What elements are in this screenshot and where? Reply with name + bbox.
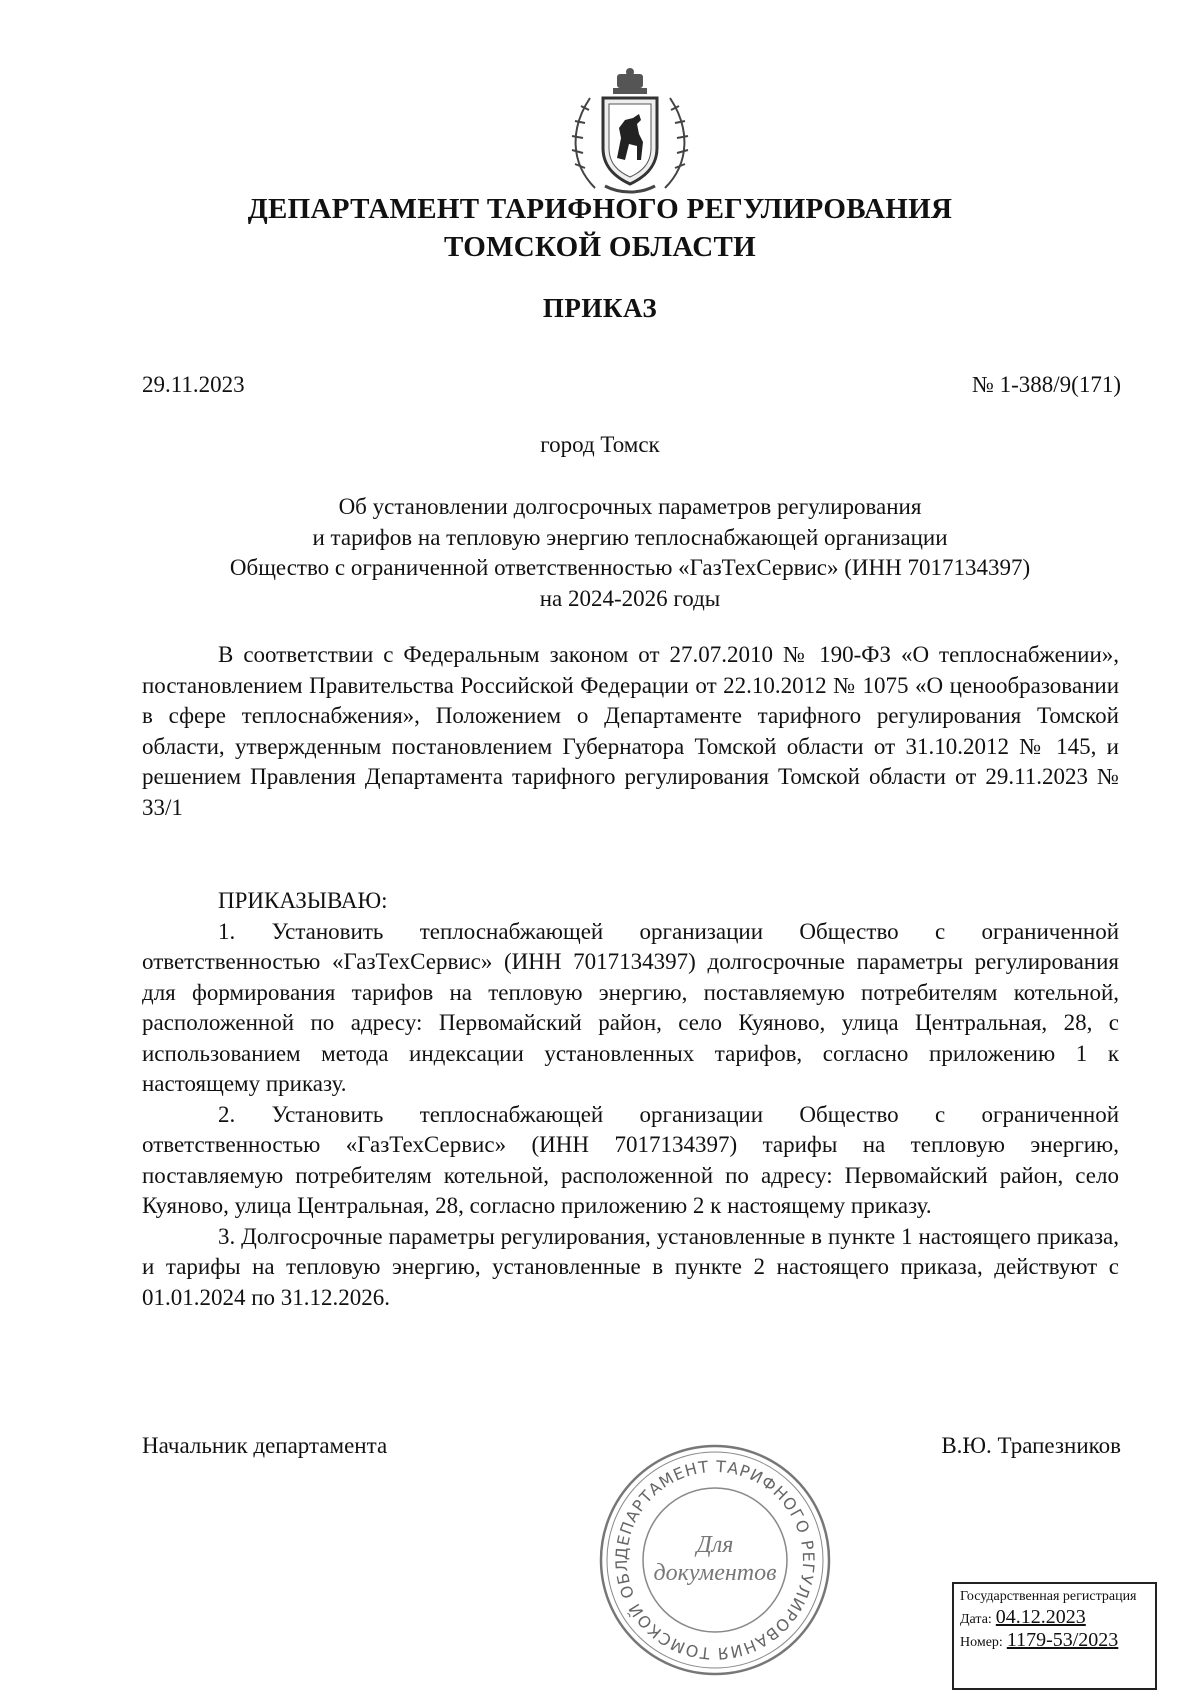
registration-number-row — [960, 1630, 1149, 1653]
signatory-position: Начальник департамента — [142, 1433, 388, 1458]
signatory-name: В.Ю. Трапезников — [941, 1433, 1121, 1458]
order-clause-3: 3. Долгосрочные параметры регулирования, установленные в пункте 1 настоящего приказа, и тарифы на тепловую энергию, установленные в пункте 2 настоящего приказа, действуют с 01.01.2024 по 31.12.2026. — [142, 1223, 1119, 1310]
document-type: ПРИКАЗ — [542, 293, 658, 323]
preamble-text: В соответствии с Федеральным законом от 27.07.2010 № 190-ФЗ «О теплоснабжении», постановлением Правительства Российской Федерации от 22.10.2012 № 1075 «О ценообразовании в сфере теплоснабжения», Положением о Департаменте тарифного регулирования Томской области, утвержденным постановлением Губернатора Томской области от 31.10.2012 № 145, и решением Правления Департамента тарифного регулирования Томской области от 29.11.2023 № 33/1 — [142, 642, 1119, 820]
city: город Томск — [540, 432, 660, 457]
order-subject — [140, 492, 1120, 614]
registration-box — [952, 1582, 1157, 1690]
registration-date-value: 04.12.2023 — [995, 1606, 1086, 1628]
coat-of-arms-icon — [565, 68, 695, 200]
order-clause-2: 2. Установить теплоснабжающей организации Общество с ограниченной ответственностью «ГазТехСервис» (ИНН 7017134397) тарифы на тепловую энергию, поставляемую потребителям котельной, расположенной по адресу: Первомайский район, село Куяново, улица Центральная, 28, согласно приложению 2 к настоящему приказу. — [142, 1101, 1119, 1218]
order-clauses — [142, 886, 1119, 1313]
orders-heading: ПРИКАЗЫВАЮ: — [218, 888, 388, 913]
registration-title: Государственная регистрация — [960, 1589, 1137, 1604]
stamp-ring-text: ДЕПАРТАМЕНТ ТАРИФНОГО РЕГУЛИРОВАНИЯ ТОМСКОЙ ОБЛ — [611, 1456, 819, 1664]
stamp-center-line1: Для — [696, 1532, 734, 1558]
registration-number-label: Номер: — [960, 1635, 1003, 1650]
subject-line2: и тарифов на тепловую энергию теплоснабжающей организации — [312, 524, 948, 550]
preamble — [142, 640, 1119, 823]
registration-number-value: 1179-53/2023 — [1006, 1629, 1119, 1651]
subject-line1: Об установлении долгосрочных параметров регулирования — [338, 494, 922, 519]
order-date: 29.11.2023 — [142, 372, 245, 397]
subject-line4: на 2024-2026 годы — [539, 585, 721, 611]
stamp-center-line2: документов — [653, 1560, 777, 1586]
order-clause-1: 1. Установить теплоснабжающей организации Общество с ограниченной ответственностью «ГазТехСервис» (ИНН 7017134397) долгосрочные параметры регулирования для формирования тарифов на тепловую энергию, поставляемую потребителям котельной, расположенной по адресу: Первомайский район, село Куяново, улица Центральная, 28, с использованием метода индексации установленных тарифов, согласно приложению 1 к настоящему приказу. — [142, 918, 1119, 1096]
organization-name-line1: ДЕПАРТАМЕНТ ТАРИФНОГО РЕГУЛИРОВАНИЯ — [247, 193, 953, 225]
registration-date-label: Дата: — [960, 1612, 992, 1627]
registration-date-row — [960, 1607, 1149, 1630]
order-number: № 1-388/9(171) — [971, 372, 1121, 397]
subject-line3: Общество с ограниченной ответственностью «ГазТехСервис» (ИНН 7017134397) — [229, 555, 1031, 580]
organization-name — [0, 190, 1200, 266]
organization-name-line2: ТОМСКОЙ ОБЛАСТИ — [444, 231, 756, 263]
official-stamp — [595, 1440, 835, 1680]
